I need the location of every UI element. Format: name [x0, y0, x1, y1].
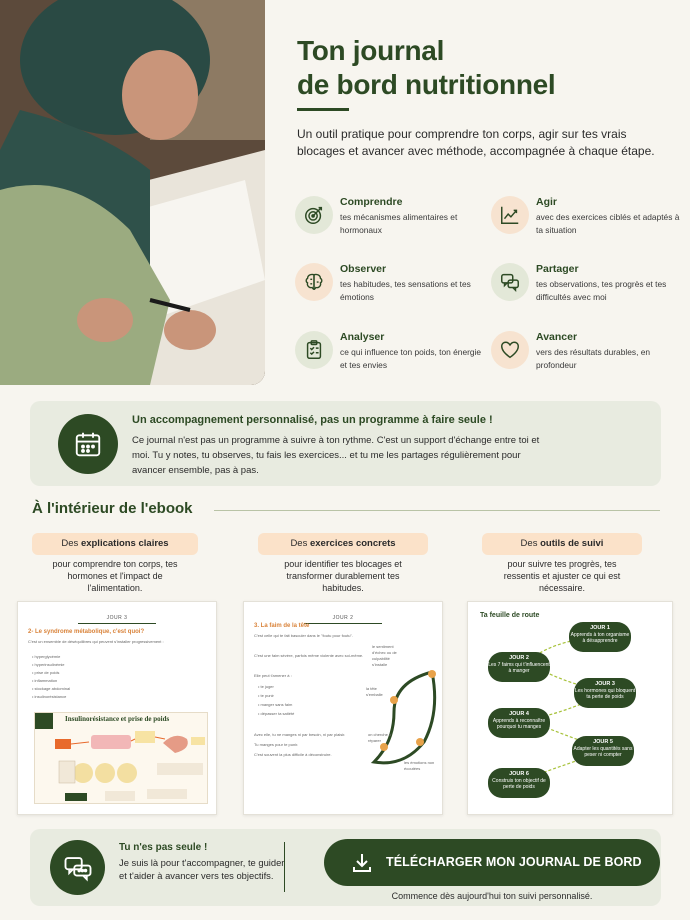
list-item: • hyperglycémie	[32, 654, 61, 659]
footer-title: Tu n'es pas seule !	[119, 842, 208, 853]
preview-line: C'est une faim sévère, parfois même violente avec soi-même.	[254, 653, 364, 658]
list-item: • te juger	[258, 684, 274, 689]
title-line-1: Ton journal	[297, 35, 445, 66]
pill-outils: Des outils de suivi	[482, 533, 642, 555]
chat-bubbles-icon	[50, 840, 105, 895]
calendar-icon	[58, 414, 118, 474]
feature-agir	[491, 196, 681, 246]
insulin-diagram	[34, 712, 208, 804]
roadmap-node: JOUR 1 Apprends à ton organisme à désapprendre	[569, 622, 631, 652]
roadmap-node: JOUR 3 Les hormones qui bloquent ta perte de poids	[574, 678, 636, 708]
preview-page-faim	[243, 601, 443, 815]
cycle-label: on cherche à réparer	[368, 732, 392, 743]
pill-explications: Des explications claires	[32, 533, 198, 555]
feature-title: Comprendre	[340, 196, 403, 208]
title-underline	[297, 108, 349, 111]
accompaniment-text: Ce journal n'est pas un programme à suivre à ton rythme. C'est un support d'échange entre toi et moi. Tu y notes, tu observes, tu fais les exercices... et tu me les partages régulièrement pour avancer ensemble, pas à pas.	[132, 435, 540, 476]
feature-avancer	[491, 331, 681, 381]
preview-intro: C'est un ensemble de déséquilibres qui peuvent s'installer progressivement :	[28, 639, 164, 644]
footer-divider	[284, 842, 285, 892]
list-item: • te punir	[258, 693, 274, 698]
list-item: • manger sans faim	[258, 702, 293, 707]
download-button-label: TÉLÉCHARGER MON JOURNAL DE BORD	[386, 855, 642, 869]
target-icon	[295, 196, 333, 234]
chat-bubbles-icon	[491, 263, 529, 301]
roadmap-node: JOUR 5 Adapter les quantités sans peser ni compter	[572, 736, 634, 766]
list-item: • hyperinsulinémie	[32, 662, 65, 667]
accompaniment-title: Un accompagnement personnalisé, pas un programme à faire seule !	[132, 414, 493, 426]
list-item: • prise de poids	[32, 670, 60, 675]
cycle-label: le sentiment d'échec ou de culpabilité s'installe	[372, 644, 397, 667]
feature-text: tes habitudes, tes sensations et tes émotions	[340, 279, 471, 302]
section-title: À l'intérieur de l'ebook	[32, 500, 193, 517]
cta-subtext: Commence dès aujourd'hui ton suivi personnalisé.	[391, 891, 593, 901]
section-divider	[214, 510, 660, 511]
accompaniment-banner	[30, 401, 661, 486]
preview-line: C'est souvent la plus difficile à déconstruire.	[254, 752, 332, 757]
jour-label: JOUR 3	[106, 615, 128, 621]
feature-title: Analyser	[340, 331, 385, 343]
list-item: • inflammation	[32, 678, 58, 683]
feature-title: Avancer	[536, 331, 578, 343]
heart-icon	[491, 331, 529, 369]
feature-text: tes observations, tes progrès et tes difficultés avec moi	[536, 279, 667, 302]
preview-title: 2- Le syndrome métabolique, c'est quoi?	[28, 629, 145, 635]
list-item: • insulinorésistance	[32, 694, 67, 699]
feature-title: Observer	[340, 263, 387, 275]
preview-page-syndrome	[17, 601, 217, 815]
preview-line: C'est celle qui te fait basculer dans le "foutu pour foutu".	[254, 633, 353, 638]
cycle-label: la tête s'emballe	[366, 686, 383, 697]
title-line-2: de bord nutritionnel	[297, 69, 556, 100]
feature-text: tes mécanismes alimentaires et hormonaux	[340, 212, 458, 235]
intro-text: Un outil pratique pour comprendre ton corps, agir sur tes vrais blocages et avancer avec méthode, accompagnée à chaque étape.	[297, 127, 655, 158]
pill-description: pour comprendre ton corps, tes hormones et l'impact de l'alimentation.	[52, 559, 178, 593]
page-title	[297, 34, 667, 102]
roadmap-title: Ta feuille de route	[480, 612, 540, 619]
brain-icon	[295, 263, 333, 301]
preview-page-roadmap	[467, 601, 673, 815]
diagram-title: Insulinorésistance et prise de poids	[65, 715, 170, 723]
cycle-label: les émotions non écoutées	[404, 760, 435, 771]
clipboard-icon	[295, 331, 333, 369]
feature-text: ce qui influence ton poids, ton énergie et tes envies	[340, 347, 482, 370]
pill-description: pour identifier tes blocages et transformer durablement tes habitudes.	[284, 559, 402, 593]
roadmap-node: JOUR 6 Construis ton objectif de perte de poids	[488, 768, 550, 798]
feature-comprendre	[295, 196, 485, 246]
feature-text: avec des exercices ciblés et adaptés à ta situation	[536, 212, 680, 235]
pill-exercices: Des exercices concrets	[258, 533, 428, 555]
preview-line: Tu manges pour te punir.	[254, 742, 299, 747]
feature-analyser	[295, 331, 485, 381]
roadmap-node: JOUR 4 Apprends à reconnaître pourquoi tu manges	[488, 708, 550, 738]
feature-text: vers des résultats durables, en profondeur	[536, 347, 651, 370]
hunger-cycle-diagram	[244, 602, 443, 815]
pill-description: pour suivre tes progrès, tes ressentis et ajuster ce qui est nécessaire.	[503, 559, 621, 593]
feature-observer	[295, 263, 485, 313]
hero-photo	[0, 0, 265, 385]
jour-label: JOUR 2	[332, 615, 354, 621]
preview-line: Avec elle, tu ne manges ni par besoin, ni par plaisir.	[254, 732, 346, 737]
list-item: • dépasser ta satiété	[258, 711, 295, 716]
preview-title: 3. La faim de la tête	[254, 623, 310, 629]
list-item: • stockage abdominal	[32, 686, 71, 691]
roadmap-node: JOUR 2 Les 7 faims qui t'influencent à manger	[488, 652, 550, 682]
footer-banner	[30, 829, 661, 906]
feature-partager	[491, 263, 681, 313]
preview-line: Elle peut t'amener à :	[254, 673, 292, 678]
download-icon	[350, 851, 374, 875]
feature-title: Partager	[536, 263, 579, 275]
growth-chart-icon	[491, 196, 529, 234]
footer-text: Je suis là pour t'accompagner, te guider et t'aider à avancer vers tes objectifs.	[119, 857, 285, 881]
feature-title: Agir	[536, 196, 557, 208]
jour-underline	[78, 623, 156, 624]
download-button[interactable]	[324, 839, 660, 886]
